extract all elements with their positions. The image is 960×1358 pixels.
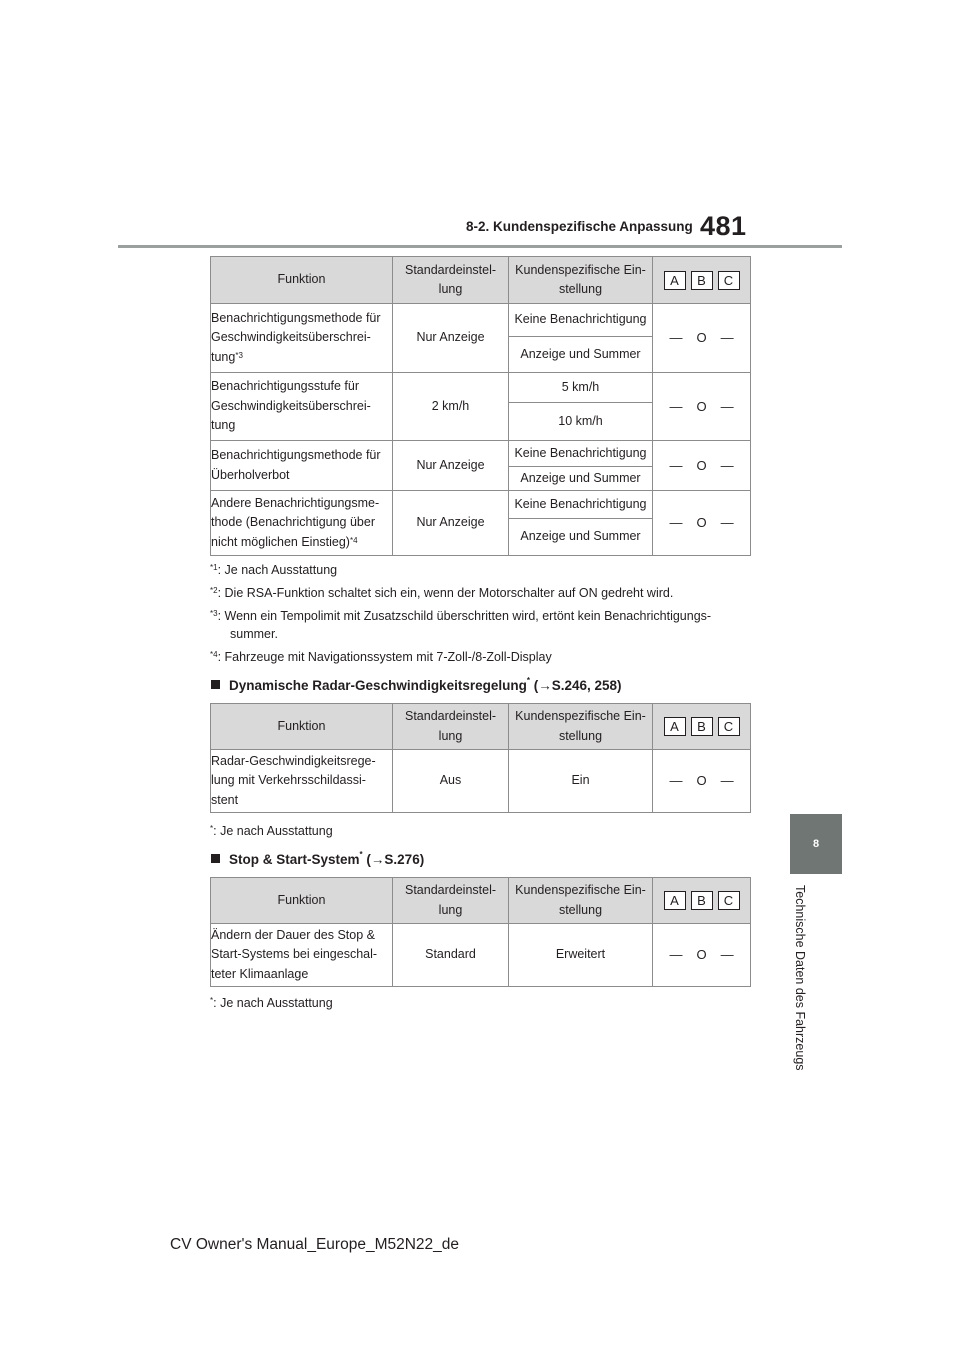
header-function: Funktion xyxy=(211,257,393,304)
table-row-marks: — O — xyxy=(653,750,751,813)
table-row-option: Anzeige und Summer xyxy=(509,467,653,491)
table-row-option: Keine Benachrichtigung xyxy=(509,491,653,519)
header-custom: Kundenspezifische Ein- stellung xyxy=(509,257,653,304)
footnote-2: $^{*2}$: Die RSA-Funktion schaltet sich ein, wenn der Motorschalter auf ON gedreht wird. xyxy=(210,586,674,600)
table-row-default: Nur Anzeige xyxy=(393,441,509,491)
table-row-marks: — O — xyxy=(653,924,751,987)
header-rule xyxy=(118,245,842,248)
table-row-default: Nur Anzeige xyxy=(393,491,509,556)
table-row-function: Benachrichtigungsstufe für Geschwindigkeitsüberschrei- tung xyxy=(211,373,393,441)
column-a-label: A xyxy=(664,717,686,736)
header-function: Funktion xyxy=(211,878,393,924)
table-row-default: Nur Anzeige xyxy=(393,304,509,373)
header-default: Standardeinstel- lung xyxy=(393,704,509,750)
page-number: 481 xyxy=(700,211,747,241)
page-reference: (→S.276) xyxy=(366,852,425,867)
table-row-option: Keine Benachrichtigung xyxy=(509,304,653,337)
footnote-section-2: *: Je nach Ausstattung xyxy=(210,824,333,838)
bullet-square-icon xyxy=(211,854,220,863)
table-row-option: Anzeige und Summer xyxy=(509,337,653,373)
header-default: Standardeinstel- lung xyxy=(393,878,509,924)
page-reference: (→S.246, 258) xyxy=(533,678,622,693)
bullet-square-icon xyxy=(211,680,220,689)
column-b-label: B xyxy=(691,717,713,736)
footnote-1: $^{*1}$: Je nach Ausstattung xyxy=(210,563,338,577)
table-row-marks: — O — xyxy=(653,373,751,441)
section-heading-stop-start: Stop & Start-System* (→S.276) xyxy=(211,852,424,867)
table-row-default: Standard xyxy=(393,924,509,987)
column-c-label: C xyxy=(718,891,740,910)
header-function: Funktion xyxy=(211,704,393,750)
header-custom: Kundenspezifische Ein- stellung xyxy=(509,878,653,924)
table-row-marks: — O — xyxy=(653,304,751,373)
table-row-option: 5 km/h xyxy=(509,373,653,403)
header-columns-abc xyxy=(653,704,751,750)
table-row-marks: — O — xyxy=(653,491,751,556)
footnote-3: $^{*3}$: Wenn ein Tempolimit mit Zusatzschild überschritten wird, ertönt kein Benachrichtigungs- xyxy=(210,609,712,623)
table-row-marks: — O — xyxy=(653,441,751,491)
header-columns-abc xyxy=(653,878,751,924)
section-title: 8-2. Kundenspezifische Anpassung xyxy=(466,219,693,234)
customization-table-2 xyxy=(210,703,751,813)
column-a-label: A xyxy=(664,891,686,910)
customization-table-1 xyxy=(210,256,751,556)
chapter-number: 8 xyxy=(812,838,820,850)
table-row-option: Anzeige und Summer xyxy=(509,519,653,556)
table-row-function: Ändern der Dauer des Stop & Start-Systems bei eingeschal- teter Klimaanlage xyxy=(211,924,393,987)
table-row-default: 2 km/h xyxy=(393,373,509,441)
table-row-function: Benachrichtigungsmethode für Überholverbot xyxy=(211,441,393,491)
table-row-option: Keine Benachrichtigung xyxy=(509,441,653,467)
manual-footer: CV Owner's Manual_Europe_M52N22_de xyxy=(170,1236,460,1253)
table-row-option: Ein xyxy=(509,750,653,813)
header-default: Standardeinstel- lung xyxy=(393,257,509,304)
footnote-4: $^{*4}$: Fahrzeuge mit Navigationssystem mit 7-Zoll-/8-Zoll-Display xyxy=(210,650,552,664)
table-row-function: Andere Benachrichtigungsme- thode (Benachrichtigung über nicht möglichen Einstieg)$^{*4}$ xyxy=(211,491,393,556)
table-row-option: Erweitert xyxy=(509,924,653,987)
table-row-function: Radar-Geschwindigkeitsrege- lung mit Verkehrsschildassi- stent xyxy=(211,750,393,813)
table-row-default: Aus xyxy=(393,750,509,813)
customization-table-3 xyxy=(210,877,751,987)
chapter-title-vertical xyxy=(793,885,807,1085)
header-custom: Kundenspezifische Ein- stellung xyxy=(509,704,653,750)
header-columns-abc xyxy=(653,257,751,304)
column-c-label: C xyxy=(718,271,740,290)
column-b-label: B xyxy=(691,271,713,290)
footnote-3-continued: summer. xyxy=(230,627,278,641)
column-a-label: A xyxy=(664,271,686,290)
column-b-label: B xyxy=(691,891,713,910)
column-c-label: C xyxy=(718,717,740,736)
table-row-option: 10 km/h xyxy=(509,403,653,441)
section-heading-radar-cruise: Dynamische Radar-Geschwindigkeitsregelung* (→S.246, 258) xyxy=(211,678,622,693)
table-row-function: Benachrichtigungsmethode für Geschwindigkeitsüberschrei- tung$^{*3}$ xyxy=(211,304,393,373)
chapter-title-text: Technische Daten des Fahrzeugs xyxy=(793,885,807,1071)
footnote-section-3: *: Je nach Ausstattung xyxy=(210,996,333,1010)
